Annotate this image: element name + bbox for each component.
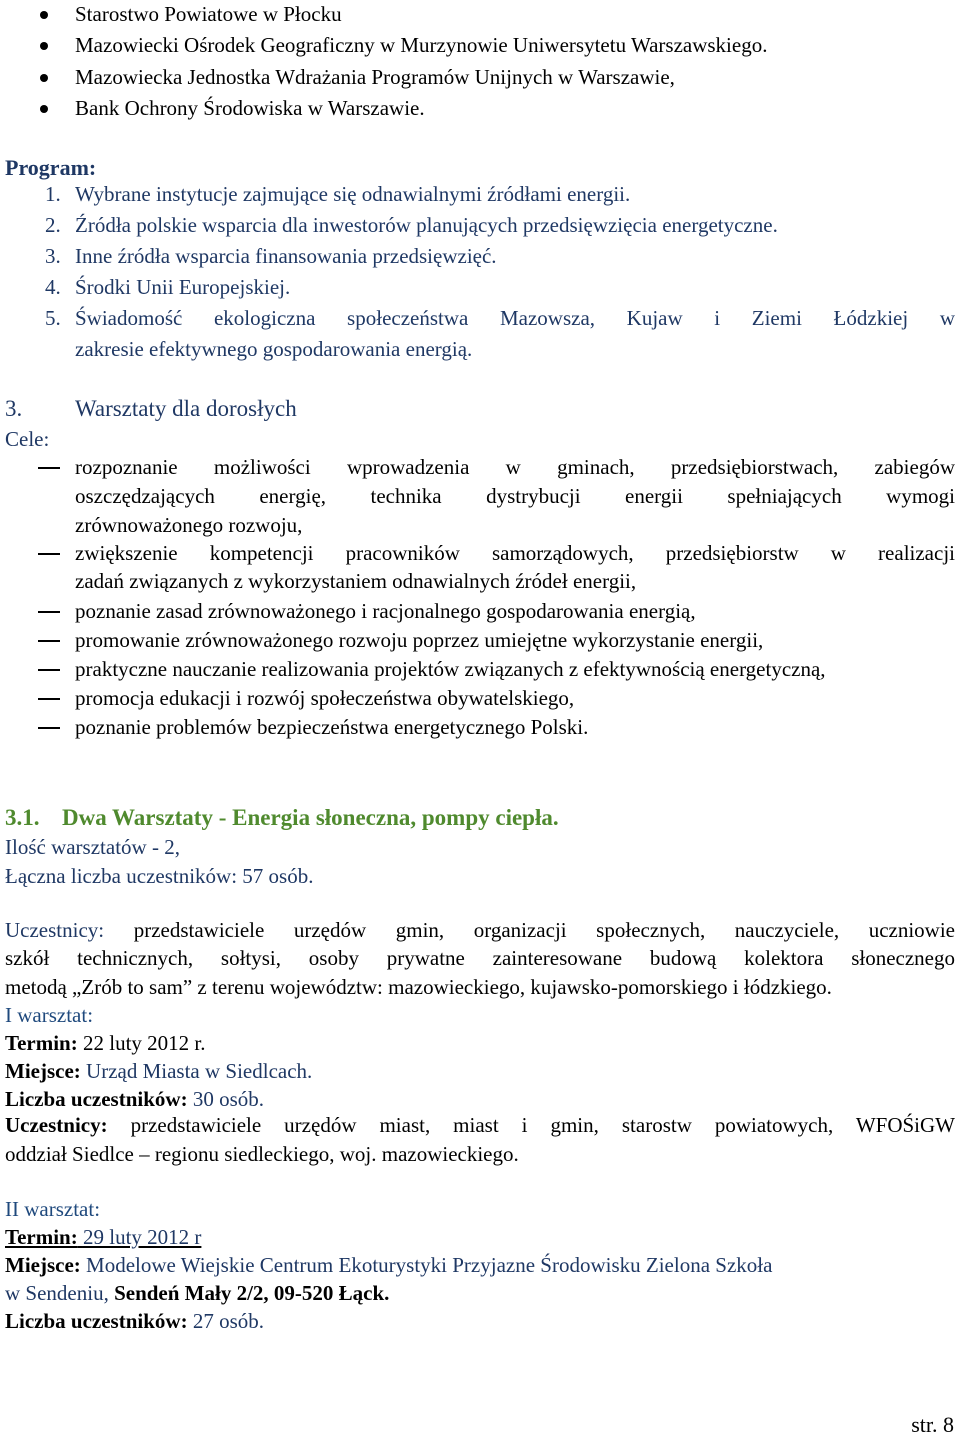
miejsce-value-part: w Sendeniu,: [5, 1281, 109, 1305]
liczba-value: 30 osób.: [192, 1087, 265, 1111]
program-item-number: 3.: [45, 244, 61, 268]
liczba-value: 27 osób.: [192, 1309, 265, 1333]
dash-bullet: [38, 640, 60, 642]
goal-line: zadań związanych z wykorzystaniem odnawialnych źródeł energii,: [75, 569, 637, 593]
program-heading: Program:: [5, 155, 97, 180]
participants-paragraph-line: metodą „Zrób to sam” z terenu województw: mazowieckiego, kujawsko-pomorskiego i łódzkiego.: [5, 975, 832, 999]
miejsce-value: Urząd Miasta w Siedlcach.: [86, 1059, 313, 1083]
bullet-dot: [40, 105, 48, 113]
program-item-continuation: zakresie efektywnego gospodarowania energią.: [75, 337, 473, 361]
program-item-number: 5.: [45, 306, 61, 330]
termin-value: 22 luty 2012 r.: [82, 1031, 206, 1055]
intro-bullet: Mazowiecki Ośrodek Geograficzny w Murzynowie Uniwersytetu Warszawskiego.: [75, 33, 768, 57]
goal-line: oszczędzających energię, technika dystrybucji energii spełniających wymogi: [75, 484, 955, 508]
miejsce-address: Sendeń Mały 2/2, 09-520 Łąck.: [114, 1281, 390, 1305]
liczba-label: Liczba uczestników:: [5, 1309, 188, 1333]
section-number: 3.: [5, 396, 23, 421]
bullet-dot: [40, 11, 48, 19]
workshop-2-heading: II warsztat:: [5, 1197, 101, 1221]
program-item: Inne źródła wsparcia finansowania przedsięwzięć.: [75, 244, 497, 268]
workshop-2-liczba: [5, 1309, 264, 1333]
workshop-1-uczestnicy-continuation: oddział Siedlce – regionu siedleckiego, woj. mazowieckiego.: [5, 1142, 519, 1166]
workshop-1-miejsce: [5, 1059, 312, 1083]
dash-bullet: [38, 669, 60, 671]
goal-line: poznanie problemów bezpieczeństwa energetycznego Polski.: [75, 715, 589, 739]
program-item: Środki Unii Europejskiej.: [75, 275, 291, 299]
workshop-2-miejsce-continuation: [5, 1281, 389, 1305]
participants-paragraph-line: szkół technicznych, sołtysi, osoby prywatne zainteresowane budową kolektora słonecznego: [5, 946, 955, 970]
workshop-1-uczestnicy: [5, 1113, 955, 1137]
dash-bullet: [38, 698, 60, 700]
termin-label: Termin:: [5, 1225, 78, 1249]
goal-line: promowanie zrównoważonego rozwoju poprzez umiejętne wykorzystanie energii,: [75, 628, 764, 652]
participants-paragraph-line: [5, 918, 955, 942]
workshop-1-liczba: [5, 1087, 264, 1111]
workshop-1-heading: I warsztat:: [5, 1003, 94, 1027]
termin-value: 29 luty 2012 r: [82, 1225, 202, 1249]
program-item-number: 4.: [45, 275, 61, 299]
program-item-number: 2.: [45, 213, 61, 237]
program-item: Wybrane instytucje zajmujące się odnawialnymi źródłami energii.: [75, 182, 631, 206]
uczestnicy-label: Uczestnicy:: [5, 1113, 108, 1137]
uczestnicy-text: przedstawiciele urzędów gmin, organizacji społecznych, nauczyciele, uczniowie: [133, 918, 955, 942]
workshop-2-miejsce: [5, 1253, 772, 1277]
dash-bullet: [38, 553, 60, 555]
cele-label: Cele:: [5, 427, 50, 451]
intro-bullet: Bank Ochrony Środowiska w Warszawie.: [75, 96, 425, 120]
program-item: Świadomość ekologiczna społeczeństwa Mazowsza, Kujaw i Ziemi Łódzkiej w: [75, 306, 955, 330]
dash-bullet: [38, 727, 60, 729]
goal-line: praktyczne nauczanie realizowania projektów związanych z efektywnością energetyczną,: [75, 657, 826, 681]
dash-bullet: [38, 611, 60, 613]
termin-label: Termin:: [5, 1031, 78, 1055]
workshop-count: Ilość warsztatów - 2,: [5, 835, 180, 859]
subsection-number: 3.1.: [5, 805, 40, 830]
uczestnicy-label: Uczestnicy:: [5, 918, 105, 942]
workshop-1-termin: [5, 1031, 206, 1055]
liczba-label: Liczba uczestników:: [5, 1087, 188, 1111]
miejsce-value: Modelowe Wiejskie Centrum Ekoturystyki Przyjazne Środowisku Zielona Szkoła: [86, 1253, 773, 1277]
miejsce-label: Miejsce:: [5, 1253, 81, 1277]
subsection-title: Dwa Warsztaty - Energia słoneczna, pompy ciepła.: [62, 805, 559, 830]
workshop-2-termin: [5, 1225, 201, 1249]
dash-bullet: [38, 467, 60, 469]
bullet-dot: [40, 42, 48, 50]
goal-line: rozpoznanie możliwości wprowadzenia w gminach, przedsiębiorstwach, zabiegów: [75, 455, 955, 479]
goal-line: zrównoważonego rozwoju,: [75, 513, 303, 537]
goal-line: promocja edukacji i rozwój społeczeństwa obywatelskiego,: [75, 686, 575, 710]
bullet-dot: [40, 74, 48, 82]
goal-line: zwiększenie kompetencji pracowników samorządowych, przedsiębiorstw w realizacji: [75, 541, 955, 565]
goal-line: poznanie zasad zrównoważonego i racjonalnego gospodarowania energią,: [75, 599, 696, 623]
intro-bullet: Mazowiecka Jednostka Wdrażania Programów Unijnych w Warszawie,: [75, 65, 675, 89]
program-item-number: 1.: [45, 182, 61, 206]
miejsce-label: Miejsce:: [5, 1059, 81, 1083]
uczestnicy-value: przedstawiciele urzędów miast, miast i gmin, starostw powiatowych, WFOŚiGW: [130, 1113, 956, 1137]
section-title: Warsztaty dla dorosłych: [75, 396, 297, 421]
participants-total: Łączna liczba uczestników: 57 osób.: [5, 864, 314, 888]
program-item: Źródła polskie wsparcia dla inwestorów planujących przedsięwzięcia energetyczne.: [75, 213, 778, 237]
intro-bullet: Starostwo Powiatowe w Płocku: [75, 2, 342, 26]
page-number: str. 8: [911, 1412, 954, 1437]
